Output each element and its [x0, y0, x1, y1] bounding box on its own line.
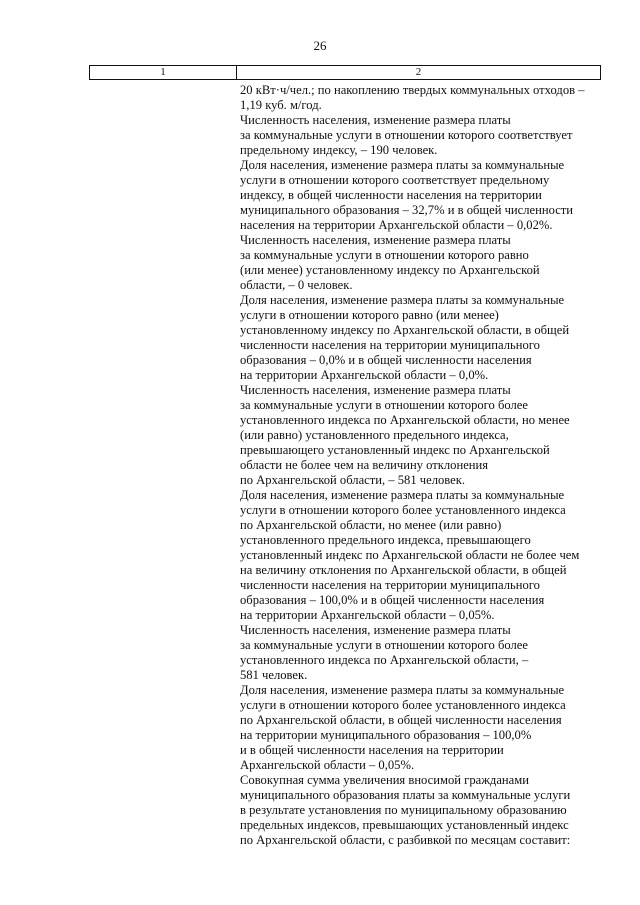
- text-line: образования – 0,0% и в общей численности населения: [240, 353, 532, 367]
- text-line: услуги в отношении которого более установленного индекса: [240, 698, 566, 712]
- text-line: за коммунальные услуги в отношении которого соответствует: [240, 128, 573, 142]
- text-line: (или равно) установленного предельного индекса,: [240, 428, 509, 442]
- text-line: и в общей численности населения на территории: [240, 743, 504, 757]
- text-line: услуги в отношении которого соответствует предельному: [240, 173, 550, 187]
- text-line: услуги в отношении которого равно (или менее): [240, 308, 499, 322]
- text-line: образования – 100,0% и в общей численности населения: [240, 593, 545, 607]
- text-line: превышающего установленный индекс по Архангельской: [240, 443, 550, 457]
- text-line: 581 человек.: [240, 668, 308, 682]
- text-line: за коммунальные услуги в отношении которого равно: [240, 248, 529, 262]
- text-line: области, – 0 человек.: [240, 278, 353, 292]
- text-line: (или менее) установленному индексу по Архангельской: [240, 263, 540, 277]
- table-header-col-2: 2: [415, 66, 422, 78]
- text-line: на величину отклонения по Архангельской области, в общей: [240, 563, 567, 577]
- text-line: установленного индекса по Архангельской области, –: [240, 653, 529, 667]
- document-body-text: [240, 83, 620, 848]
- text-line: установленному индексу по Архангельской области, в общей: [240, 323, 570, 337]
- text-line: предельных индексов, превышающих установленный индекс: [240, 818, 569, 832]
- text-line: Численность населения, изменение размера платы: [240, 233, 511, 247]
- text-line: численности населения на территории муниципального: [240, 338, 540, 352]
- text-line: муниципального образования платы за коммунальные услуги: [240, 788, 571, 802]
- text-line: установленного индекса по Архангельской области, но менее: [240, 413, 570, 427]
- text-line: Численность населения, изменение размера платы: [240, 623, 511, 637]
- text-line: на территории Архангельской области – 0,0%.: [240, 368, 489, 382]
- text-line: муниципального образования – 32,7% и в общей численности: [240, 203, 574, 217]
- text-line: индексу, в общей численности населения на территории: [240, 188, 542, 202]
- text-line: предельному индексу, – 190 человек.: [240, 143, 438, 157]
- text-line: Архангельской области – 0,05%.: [240, 758, 415, 772]
- text-line: Доля населения, изменение размера платы за коммунальные: [240, 683, 565, 697]
- text-line: численности населения на территории муниципального: [240, 578, 540, 592]
- text-line: за коммунальные услуги в отношении которого более: [240, 638, 528, 652]
- text-line: Численность населения, изменение размера платы: [240, 383, 511, 397]
- text-line: 1,19 куб. м/год.: [240, 98, 322, 112]
- page-number: 26: [313, 38, 327, 53]
- text-line: по Архангельской области, но менее (или равно): [240, 518, 502, 532]
- text-line: установленный индекс по Архангельской области не более чем: [240, 548, 580, 562]
- table-header-row: [89, 65, 601, 80]
- text-line: по Архангельской области, с разбивкой по месяцам составит:: [240, 833, 571, 847]
- text-line: Численность населения, изменение размера платы: [240, 113, 511, 127]
- text-line: 20 кВт·ч/чел.; по накоплению твердых коммунальных отходов –: [240, 83, 585, 97]
- table-header-col-1: 1: [90, 66, 237, 79]
- text-line: населения на территории Архангельской области – 0,02%.: [240, 218, 553, 232]
- text-line: Доля населения, изменение размера платы за коммунальные: [240, 158, 565, 172]
- text-line: на территории муниципального образования – 100,0%: [240, 728, 532, 742]
- text-line: Доля населения, изменение размера платы за коммунальные: [240, 293, 565, 307]
- text-line: Доля населения, изменение размера платы за коммунальные: [240, 488, 565, 502]
- text-line: на территории Архангельской области – 0,05%.: [240, 608, 495, 622]
- text-line: услуги в отношении которого более установленного индекса: [240, 503, 566, 517]
- text-line: в результате установления по муниципальному образованию: [240, 803, 567, 817]
- text-line: по Архангельской области, – 581 человек.: [240, 473, 466, 487]
- text-line: по Архангельской области, в общей численности населения: [240, 713, 562, 727]
- text-line: Совокупная сумма увеличения вносимой гражданами: [240, 773, 529, 787]
- text-line: области не более чем на величину отклонения: [240, 458, 489, 472]
- text-line: установленного предельного индекса, превышающего: [240, 533, 531, 547]
- text-line: за коммунальные услуги в отношении которого более: [240, 398, 528, 412]
